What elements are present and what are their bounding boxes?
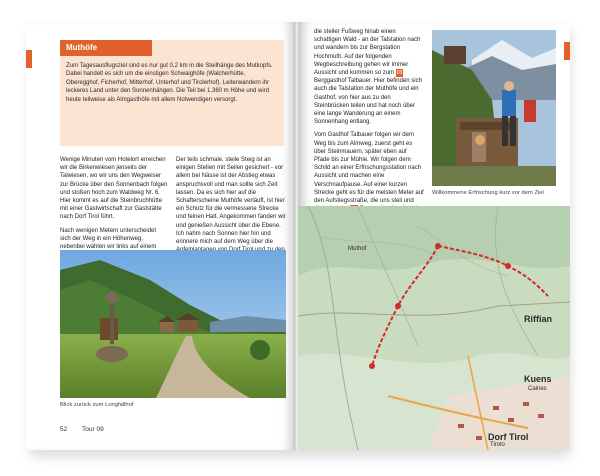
route-map xyxy=(298,206,570,450)
paragraph: Nach wenigen Metern unterscheidet sich der Weg in ein Höhenweg, nebenbei wählen wir links auf einem xyxy=(60,227,157,251)
paragraph: Wenige Minuten vom Hotelort erreichen wir die Birkenwiesen jenseits der Talwiesen, wo wir uns den Wegweiser zur Brücke über den Sonnenbach folgen und stoßen hoch zum Waldweg Nr. 6. Hier kommt es auf die Steinbruchhütte mit einer Gastwirtschaft zur Gaststätte nach Dorf Tirol führt. xyxy=(60,157,168,221)
waypoint-badge: 03 xyxy=(396,70,403,77)
paragraph: Vom Gasthof Talbauer folgen wir dem Weg bis zum Almweg, zuerst geht es über Steinmauern, später eben auf Pfade bis zur Mühle. Wir folgen dem Schild an einer Erfrischungsstation nach Aussicht und machen eine Verschnaufpause. Auf einer kurzen Strecke geht es für die meisten Meter auf den Aufstiegsstraße, die uns steil und xyxy=(314,131,424,246)
map-label-tirolo: Tirolo xyxy=(490,442,505,448)
map-label-caines: Caines xyxy=(528,386,547,392)
map-label-muthof: Muthof xyxy=(348,246,367,252)
paragraph: die steiler Fußweg hinab einen schattigen Wald - an der Talstation nach und wandern bis zur Bergstation Hochmuth. Auf der folgenden Wegbeschreibung gehen wir immer Aussicht und kommen so zum 03Berggasthof Talbauer. Hier befinden sich auch die Talstation der Muthöfe und ein Gasthof, von hier aus zu den Steinbrücken teilen und hat noch über eine lange Wanderung an einem Sonnenhang entlang. xyxy=(314,29,422,126)
left-page xyxy=(26,22,296,450)
chapter-tab-right xyxy=(564,42,570,60)
left-photo-caption: Blick zurück zum Longfallhof xyxy=(60,402,134,408)
map-label-dorf-tirol: Dorf Tirol xyxy=(488,432,529,442)
info-box-title: Muthöfe xyxy=(60,40,152,56)
hikers-photo-image xyxy=(432,30,556,186)
hikers-photo xyxy=(432,30,556,186)
map-label-kuens: Kuens xyxy=(524,374,552,384)
paragraph: Der teils schmale, steile Steig ist an einigen Stellen mit Seilen gesichert - vor allem bei Nässe ist der Abstieg etwas anspruchsvoll und man sollte sich Zeit lassen. Da es sich hier auf die Schafterscheine Muthöfe verläuft, ist hier ein Schutz für die vermessene Strecke und feinen Halt. Angekommen fanden wir und genießen Aussicht über die Ebene. Ich nahm nach Sonnen hier hin und erinnere mich auf dem Weg über die xyxy=(176,157,286,246)
map-label-riffian: Riffian xyxy=(524,314,552,324)
info-box xyxy=(60,40,284,146)
tour-label: Tour 09 xyxy=(82,426,104,433)
right-photo-caption: Willkommene Erfrischung kurz vor dem Ziel xyxy=(432,190,544,196)
page-number-left: 52 xyxy=(60,426,68,433)
meadow-photo xyxy=(60,250,286,398)
route-map-image xyxy=(298,206,570,450)
meadow-photo-image xyxy=(60,250,286,398)
right-page xyxy=(298,22,570,450)
open-book xyxy=(26,22,570,450)
chapter-tab-left xyxy=(26,50,32,68)
info-box-text: Zum Tagesausflugsziel sind es nur gut 0,2 km in die Steilhänge des Mutkopfs. Dabei handelt es sich um die einstigen Schwaighöfe (Walcherhütte, Oberegghof, Ficherhof, Mitterhof, Unterhof und Tirolerhof). Leiterwandern ihr leckeres Land unter den Sonnenhängen. Die Teil bei 1.360 m Höhe und wird heute teilweise als Almgasthöfe mit allem Notwendigen versorgt. xyxy=(66,63,273,103)
